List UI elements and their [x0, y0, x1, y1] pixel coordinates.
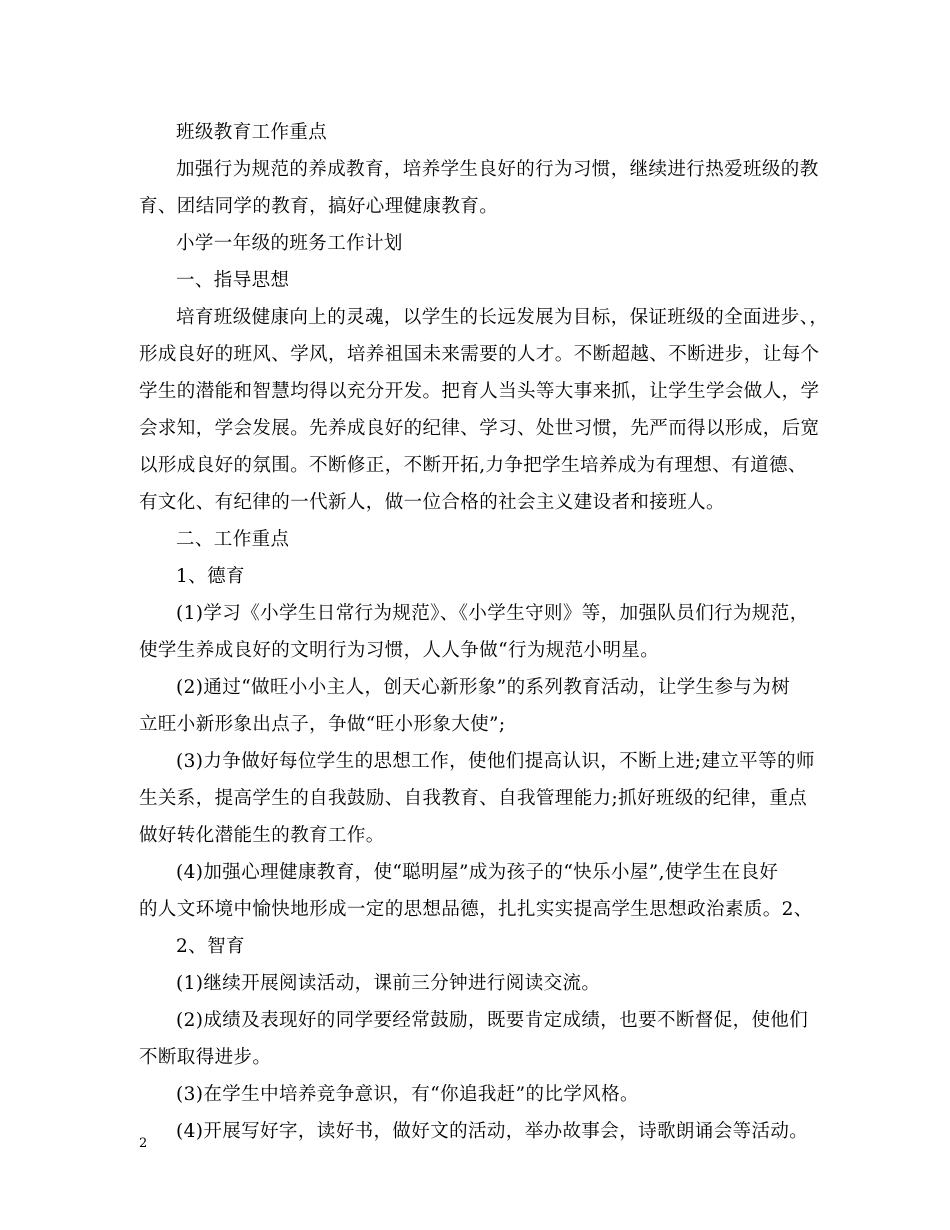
paragraph-line: 二、工作重点: [176, 529, 290, 550]
paragraph-line: 培育班级健康向上的灵魂，以学生的长远发展为目标，保证班级的全面进步、，: [176, 307, 829, 328]
paragraph-line: 1、德育: [176, 566, 245, 587]
paragraph-line: 一、指导思想: [176, 270, 290, 291]
paragraph-line: 立旺小新形象出点子，争做“旺小形象大使”;: [139, 714, 506, 735]
paragraph-line: (3)在学生中培养竞争意识，有“你追我赶”的比学风格。: [176, 1084, 639, 1105]
paragraph-line: (1)学习《小学生日常行为规范》、《小学生守则》等，加强队员们行为规范，: [176, 603, 809, 624]
paragraph-line: 加强行为规范的养成教育，培养学生良好的行为习惯，继续进行热爱班级的教: [176, 159, 819, 180]
paragraph-line: 做好转化潜能生的教育工作。: [139, 825, 385, 846]
paragraph-line: 以形成良好的氛围。不断修正，不断开拓,力争把学生培养成为有理想、有道德、: [139, 455, 807, 476]
paragraph-line: 2、智育: [176, 936, 245, 957]
paragraph-line: 的人文环境中愉快地形成一定的思想品德，扎扎实实提高学生思想政治素质。2、: [139, 899, 813, 920]
paragraph-line: 有文化、有纪律的一代新人，做一位合格的社会主义建设者和接班人。: [139, 492, 725, 513]
paragraph-line: 不断取得进步。: [139, 1047, 272, 1068]
document-body: [139, 114, 829, 1150]
paragraph-line: 班级教育工作重点: [176, 122, 328, 143]
paragraph-line: 育、团结同学的教育，搞好心理健康教育。: [139, 196, 499, 217]
paragraph-line: 形成良好的班风、学风，培养祖国未来需要的人才。不断超越、不断进步，让每个: [139, 344, 820, 365]
paragraph-line: 生关系，提高学生的自我鼓励、自我教育、自我管理能力;抓好班级的纪律，重点: [139, 788, 808, 809]
paragraph-line: (1)继续开展阅读活动，课前三分钟进行阅读交流。: [176, 973, 601, 994]
page-number: 2: [139, 1136, 148, 1151]
paragraph-line: (4)开展写好字，读好书，做好文的活动，举办故事会，诗歌朗诵会等活动。: [176, 1121, 809, 1142]
paragraph-line: 学生的潜能和智慧均得以充分开发。把育人当头等大事来抓，让学生学会做人，学: [139, 381, 820, 402]
paragraph-line: (2)通过“做旺小小主人，创天心新形象”的系列教育活动，让学生参与为树: [176, 677, 791, 698]
paragraph-line: 小学一年级的班务工作计划: [176, 233, 403, 254]
paragraph-line: 使学生养成良好的文明行为习惯，人人争做“行为规范小明星。: [139, 640, 660, 661]
paragraph-line: 会求知，学会发展。先养成良好的纪律、学习、处世习惯，先严而得以形成，后宽: [139, 418, 820, 439]
paragraph-line: (4)加强心理健康教育，使“聪明屋”成为孩子的“快乐小屋”,使学生在良好: [176, 862, 779, 883]
paragraph-line: (3)力争做好每位学生的思想工作，使他们提高认识，不断上进;建立平等的师: [176, 751, 815, 772]
paragraph-line: (2)成绩及表现好的同学要经常鼓励，既要肯定成绩，也要不断督促，使他们: [176, 1010, 809, 1031]
